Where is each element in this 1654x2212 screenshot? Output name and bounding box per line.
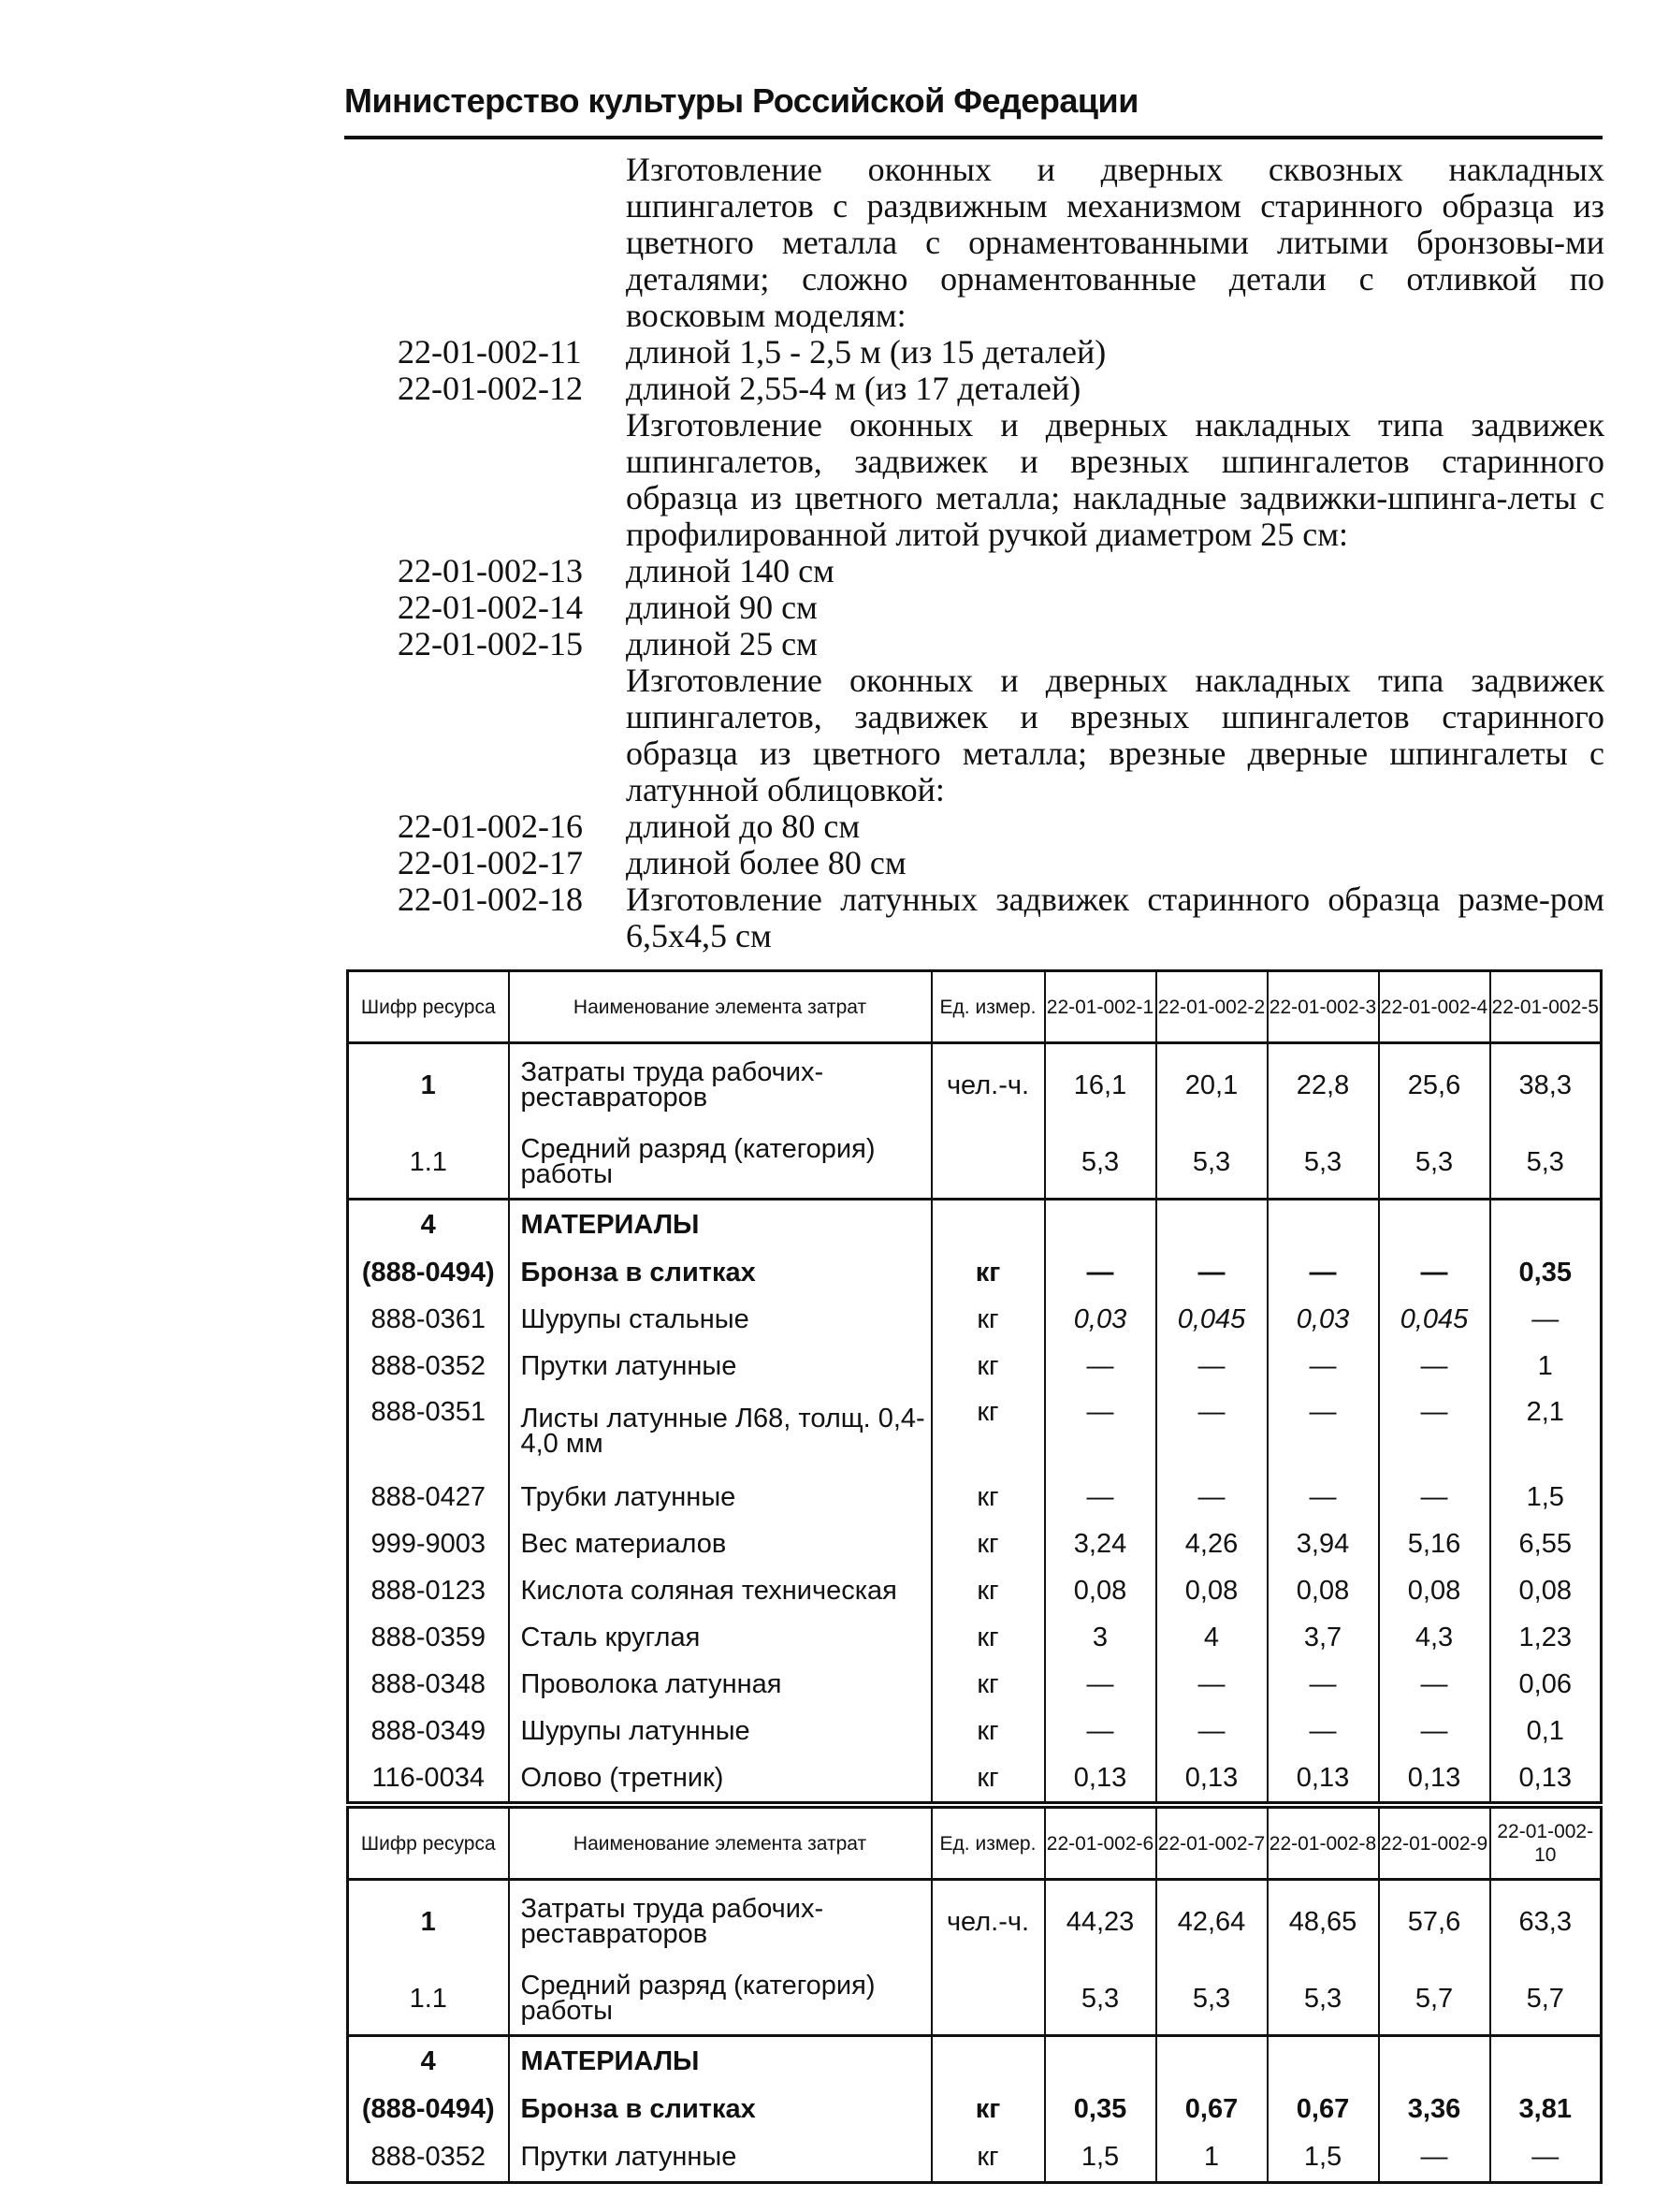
row-value: 0,08 [1379,1567,1490,1614]
entry-text: длиной 90 см [626,589,818,626]
entry-text: длиной более 80 см [626,844,907,881]
header-norm-code: 22-01-002-2 [1156,971,1268,1043]
header-norm-code: 22-01-002-6 [1045,1808,1156,1880]
row-value: 0,35 [1045,2086,1156,2132]
row-code: 888-0352 [348,1343,509,1390]
row-value: — [1379,1390,1490,1474]
header-norm-code: 22-01-002-4 [1379,971,1490,1043]
header-rule [344,136,1603,139]
row-value: — [1379,1474,1490,1521]
row-value: 3,24 [1045,1521,1156,1567]
row-name: Затраты труда рабочих-реставраторов [509,1880,932,1964]
cost-table-1 [346,969,1603,1804]
row-unit [932,1963,1045,2036]
section-row [348,2036,1602,2087]
header-norm-code: 22-01-002-1 [1045,971,1156,1043]
row-value: 0,1 [1490,1708,1602,1754]
entry-code: 22-01-002-15 [398,625,583,662]
entry-description [398,662,1604,808]
table-row [348,1708,1602,1754]
header-norm-code: 22-01-002-5 [1490,971,1602,1043]
row-value: 1,5 [1490,1474,1602,1521]
table-row [348,1880,1602,1964]
row-value: — [1156,1708,1268,1754]
row-code: 999-9003 [348,1521,509,1567]
entry-text: Изготовление оконных и дверных накладных типа задвижек шпингалетов, задвижек и врезных шпингалетов старинного образца из цветного металла; накладные задвижки-шпинга-леты с профилированной литой ручкой диаметром 25 см: [626,406,1604,553]
section-row [348,1200,1602,1250]
row-code: (888-0494) [348,1249,509,1296]
row-value: — [1379,1249,1490,1296]
row-unit: кг [932,1754,1045,1803]
row-name: МАТЕРИАЛЫ [509,2036,932,2087]
header-element-name: Наименование элемента затрат [509,1808,932,1880]
row-value: 5,7 [1490,1963,1602,2036]
row-code: 4 [348,1200,509,1250]
row-value: 5,3 [1268,1127,1379,1200]
row-value: — [1156,1474,1268,1521]
row-value: 5,16 [1379,1521,1490,1567]
row-code: 888-0427 [348,1474,509,1521]
row-value: 0,35 [1490,1249,1602,1296]
row-name: Прутки латунные [509,1343,932,1390]
row-value: — [1379,1708,1490,1754]
row-value: 5,7 [1379,1963,1490,2036]
row-value: — [1268,1390,1379,1474]
row-value: — [1045,1708,1156,1754]
row-value: — [1045,1249,1156,1296]
row-unit: кг [932,1474,1045,1521]
row-value: 0,045 [1156,1296,1268,1343]
entry-text: длиной 25 см [626,625,818,662]
row-value: 4,3 [1379,1614,1490,1661]
table-row [348,1296,1602,1343]
row-name: Шурупы стальные [509,1296,932,1343]
row-value: — [1268,1249,1379,1296]
entry-code: 22-01-002-16 [398,808,583,845]
entry-code: 22-01-002-12 [398,370,583,407]
row-value [1268,2036,1379,2087]
entry-text: Изготовление оконных и дверных сквозных накладных шпингалетов с раздвижным механизмом старинного образца из цветного металла с орнаментованными литыми бронзовы-ми деталями; сложно орнаментованные детали с отливкой по восковым моделям: [626,151,1604,334]
row-code: 888-0352 [348,2132,509,2183]
entry-code: 22-01-002-11 [398,333,582,371]
page-header-title: Министерство культуры Российской Федерации [344,81,1139,120]
header-norm-code: 22-01-002-3 [1268,971,1379,1043]
row-unit: кг [932,1249,1045,1296]
table-row [348,1043,1602,1128]
row-code: 888-0361 [348,1296,509,1343]
row-value: 1 [1490,1343,1602,1390]
row-value: 0,67 [1156,2086,1268,2132]
row-value [1156,2036,1268,2087]
row-value: 22,8 [1268,1043,1379,1128]
row-name: Олово (третник) [509,1754,932,1803]
row-value: — [1379,1343,1490,1390]
row-value: — [1156,1343,1268,1390]
row-value: 5,3 [1045,1963,1156,2036]
header-resource-code: Шифр ресурса [348,971,509,1043]
row-value: 48,65 [1268,1880,1379,1964]
table-header-row [348,1808,1602,1880]
row-code: 1 [348,1880,509,1964]
row-unit: кг [932,1567,1045,1614]
row-unit: чел.-ч. [932,1880,1045,1964]
row-code: 1.1 [348,1963,509,2036]
entry-item [398,808,1604,845]
row-code: 888-0348 [348,1661,509,1708]
table-row [348,1474,1602,1521]
row-name: Затраты труда рабочих-реставраторов [509,1043,932,1128]
entry-code [398,662,626,808]
entry-description [398,407,1604,553]
entry-item [398,881,1604,954]
row-value: 5,3 [1156,1963,1268,2036]
table-row [348,1567,1602,1614]
row-value: 5,3 [1379,1127,1490,1200]
cost-table-2 [346,1806,1603,2184]
row-value [1268,1200,1379,1250]
row-value: 4,26 [1156,1521,1268,1567]
row-unit [932,2036,1045,2087]
header-unit: Ед. измер. [932,971,1045,1043]
entry-item [398,553,1604,589]
entry-code [398,407,626,553]
row-value: 3,94 [1268,1521,1379,1567]
table-row [348,2132,1602,2183]
row-code: (888-0494) [348,2086,509,2132]
row-value: 5,3 [1045,1127,1156,1200]
entry-item [398,845,1604,881]
entry-text: длиной 2,55-4 м (из 17 деталей) [626,370,1081,407]
header-norm-code: 22-01-002-9 [1379,1808,1490,1880]
row-value: 5,3 [1490,1127,1602,1200]
row-value: — [1156,1661,1268,1708]
header-resource-code: Шифр ресурса [348,1808,509,1880]
row-value [1379,1200,1490,1250]
header-element-name: Наименование элемента затрат [509,971,932,1043]
row-value: 3 [1045,1614,1156,1661]
row-value: 0,67 [1268,2086,1379,2132]
resource-entries-list [398,152,1604,954]
row-value: 2,1 [1490,1390,1602,1474]
row-value: 0,13 [1156,1754,1268,1803]
row-unit: кг [932,2086,1045,2132]
row-code: 1.1 [348,1127,509,1200]
row-value: 25,6 [1379,1043,1490,1128]
row-value: 1,5 [1045,2132,1156,2183]
row-value: 3,7 [1268,1614,1379,1661]
row-name: Бронза в слитках [509,1249,932,1296]
table-row [348,1963,1602,2036]
row-value: 0,03 [1268,1296,1379,1343]
row-value [1490,1200,1602,1250]
row-code: 1 [348,1043,509,1128]
row-value: — [1045,1343,1156,1390]
row-unit: кг [932,1390,1045,1474]
row-name: Листы латунные Л68, толщ. 0,4-4,0 мм [509,1390,932,1474]
row-name: Вес материалов [509,1521,932,1567]
table-row [348,1127,1602,1200]
row-value: — [1268,1708,1379,1754]
row-value: — [1379,2132,1490,2183]
row-value: 1,23 [1490,1614,1602,1661]
header-norm-code: 22-01-002-7 [1156,1808,1268,1880]
row-name: Кислота соляная техническая [509,1567,932,1614]
row-value: 0,08 [1045,1567,1156,1614]
entry-code: 22-01-002-18 [398,880,583,918]
entry-code: 22-01-002-14 [398,589,583,626]
row-value: 3,81 [1490,2086,1602,2132]
row-value: — [1156,1249,1268,1296]
row-value [1490,2036,1602,2087]
row-value: 63,3 [1490,1880,1602,1964]
row-unit: кг [932,1343,1045,1390]
row-value: — [1379,1661,1490,1708]
entry-code: 22-01-002-17 [398,844,583,881]
row-value: — [1045,1390,1156,1474]
row-name: Средний разряд (категория) работы [509,1963,932,2036]
row-value [1379,2036,1490,2087]
table-row [348,1521,1602,1567]
row-value: — [1156,1390,1268,1474]
row-value: 38,3 [1490,1043,1602,1128]
row-value: 57,6 [1379,1880,1490,1964]
row-value: 0,13 [1490,1754,1602,1803]
row-unit: кг [932,1661,1045,1708]
entry-code: 22-01-002-13 [398,552,583,589]
row-value: — [1490,1296,1602,1343]
row-value: 0,13 [1045,1754,1156,1803]
row-value: 4 [1156,1614,1268,1661]
table-row [348,1343,1602,1390]
row-code: 888-0351 [348,1390,509,1474]
entry-text: длиной 1,5 - 2,5 м (из 15 деталей) [626,333,1107,371]
table-row [348,1249,1602,1296]
row-value: — [1268,1661,1379,1708]
row-name: Проволока латунная [509,1661,932,1708]
row-value: — [1268,1343,1379,1390]
row-value: 1,5 [1268,2132,1379,2183]
row-name: Бронза в слитках [509,2086,932,2132]
entry-text: длиной 140 см [626,552,834,589]
row-value: 0,13 [1268,1754,1379,1803]
row-code: 888-0349 [348,1708,509,1754]
row-code: 4 [348,2036,509,2087]
row-value [1045,2036,1156,2087]
row-name: МАТЕРИАЛЫ [509,1200,932,1250]
row-unit: кг [932,1521,1045,1567]
row-value: 5,3 [1268,1963,1379,2036]
row-value: 3,36 [1379,2086,1490,2132]
row-code: 888-0123 [348,1567,509,1614]
row-value: 0,08 [1268,1567,1379,1614]
row-name: Трубки латунные [509,1474,932,1521]
row-value [1156,1200,1268,1250]
row-value: 0,03 [1045,1296,1156,1343]
table-row [348,1614,1602,1661]
entry-item [398,589,1604,626]
entry-item [398,334,1604,371]
row-name: Средний разряд (категория) работы [509,1127,932,1200]
row-value: — [1045,1474,1156,1521]
entry-description [398,152,1604,334]
row-value: 42,64 [1156,1880,1268,1964]
row-unit [932,1127,1045,1200]
row-name: Сталь круглая [509,1614,932,1661]
row-unit: кг [932,2132,1045,2183]
row-name: Прутки латунные [509,2132,932,2183]
entry-text: Изготовление оконных и дверных накладных типа задвижек шпингалетов, задвижек и врезных шпингалетов старинного образца из цветного металла; врезные дверные шпингалеты с латунной облицовкой: [626,662,1604,808]
entry-text: длиной до 80 см [626,808,861,845]
row-code: 888-0359 [348,1614,509,1661]
row-unit [932,1200,1045,1250]
row-value: 0,08 [1490,1567,1602,1614]
row-value: 0,06 [1490,1661,1602,1708]
row-unit: кг [932,1708,1045,1754]
header-unit: Ед. измер. [932,1808,1045,1880]
entry-text: Изготовление латунных задвижек старинного образца разме-ром 6,5х4,5 см [626,880,1604,954]
row-value [1045,1200,1156,1250]
row-value: 44,23 [1045,1880,1156,1964]
row-unit: кг [932,1296,1045,1343]
row-value: — [1490,2132,1602,2183]
row-unit: кг [932,1614,1045,1661]
row-value: 1 [1156,2132,1268,2183]
header-norm-code: 22-01-002-8 [1268,1808,1379,1880]
table-row [348,2086,1602,2132]
header-norm-code: 22-01-002-10 [1490,1808,1602,1880]
entry-code [398,152,626,334]
row-code: 116-0034 [348,1754,509,1803]
row-value: — [1045,1661,1156,1708]
entry-item [398,371,1604,407]
row-value: 6,55 [1490,1521,1602,1567]
row-value: 0,13 [1379,1754,1490,1803]
row-value: 16,1 [1045,1043,1156,1128]
table-row [348,1390,1602,1474]
row-name: Шурупы латунные [509,1708,932,1754]
table-header-row [348,971,1602,1043]
row-value: 20,1 [1156,1043,1268,1128]
row-value: — [1268,1474,1379,1521]
row-value: 5,3 [1156,1127,1268,1200]
row-value: 0,045 [1379,1296,1490,1343]
table-row [348,1661,1602,1708]
entry-item [398,626,1604,662]
row-unit: чел.-ч. [932,1043,1045,1128]
row-value: 0,08 [1156,1567,1268,1614]
table-row [348,1754,1602,1803]
